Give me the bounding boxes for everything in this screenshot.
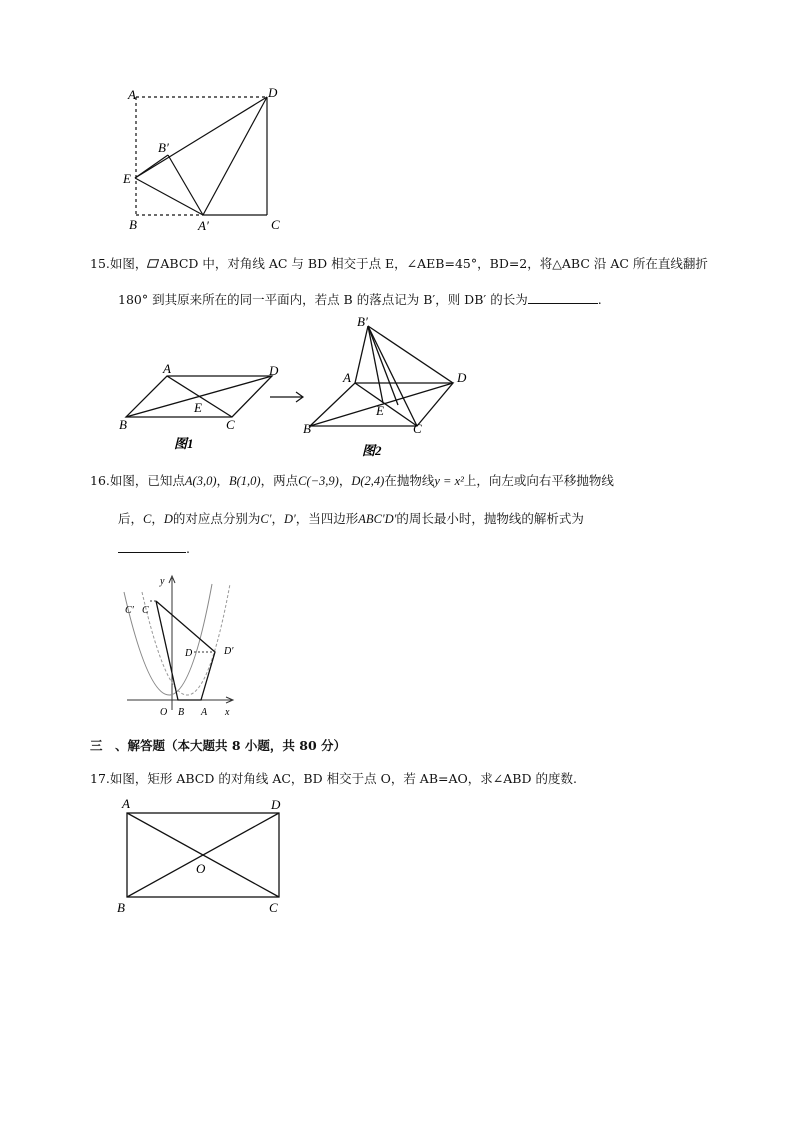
label-A: A <box>343 370 351 385</box>
label-D: D <box>185 648 193 659</box>
q16-parabola-diagram <box>112 572 242 722</box>
label-x: x <box>225 707 230 718</box>
label-A: A <box>201 707 208 718</box>
answer-blank <box>528 291 598 304</box>
label-A: A <box>128 87 136 102</box>
label-C: C <box>226 417 235 432</box>
label-B: B <box>119 417 127 432</box>
q15-line2: 180° 到其原来所在的同一平面内，若点 B 的落点记为 B′，则 DB′ 的长为 . <box>118 292 602 307</box>
label-C: C <box>269 900 278 915</box>
parallelogram-icon <box>147 259 159 268</box>
label-B: B <box>117 900 125 915</box>
label-C: C <box>413 421 422 436</box>
label-A-prime: A′ <box>198 218 209 233</box>
label-D: D <box>269 363 279 378</box>
answer-blank <box>118 540 186 553</box>
label-B-prime: B′ <box>158 140 169 155</box>
label-A: A <box>122 796 130 811</box>
q15-number: 15.如图， <box>90 256 148 271</box>
q15-fig1-diagram <box>112 358 292 458</box>
label-B-prime: B′ <box>357 314 368 329</box>
fig14-diagram <box>110 82 300 237</box>
fig2-caption: 图2 <box>362 443 382 458</box>
label-E: E <box>194 400 202 415</box>
q17-rectangle-diagram <box>112 795 297 920</box>
fig1-caption: 图1 <box>174 436 194 451</box>
q16-line2: 后，C，D的对应点分别为C′，D′，当四边形ABC′D′的周长最小时，抛物线的解析式为 <box>118 511 584 526</box>
q16-line3: . <box>118 540 190 558</box>
q17-text: 17.如图，矩形 ABCD 的对角线 AC，BD 相交于点 O，若 AB=AO，求∠ABD 的度数. <box>90 771 577 786</box>
label-O: O <box>160 707 168 718</box>
label-B: B <box>129 217 137 232</box>
label-A: A <box>163 361 171 376</box>
label-y: y <box>160 576 165 587</box>
label-B: B <box>178 707 185 718</box>
label-B: B <box>303 421 311 436</box>
section-heading: 三 、解答题（本大题共 8 小题，共 80 分） <box>90 738 347 753</box>
label-D: D <box>268 85 278 100</box>
label-C: C <box>142 605 149 616</box>
label-O: O <box>196 861 206 876</box>
label-C: C <box>271 217 280 232</box>
label-E: E <box>123 171 131 186</box>
label-E: E <box>376 403 384 418</box>
q15-line1: 15.如图， ABCD 中，对角线 AC 与 BD 相交于点 E，∠AEB=45°，BD=2，将△ABC 沿 AC 所在直线翻折 <box>90 256 708 271</box>
q16-number: 16.如图，已知点 <box>90 473 185 488</box>
label-D: D <box>271 797 281 812</box>
q16-line1: 16.如图，已知点A(3,0)，B(1,0)，两点C(−3,9)，D(2,4)在抛物线y = x²上，向左或向右平移抛物线 <box>90 473 614 488</box>
label-D-prime: D′ <box>224 646 234 657</box>
q15-fig2-diagram <box>300 312 480 460</box>
label-C-prime: C′ <box>125 605 134 616</box>
label-D: D <box>457 370 467 385</box>
